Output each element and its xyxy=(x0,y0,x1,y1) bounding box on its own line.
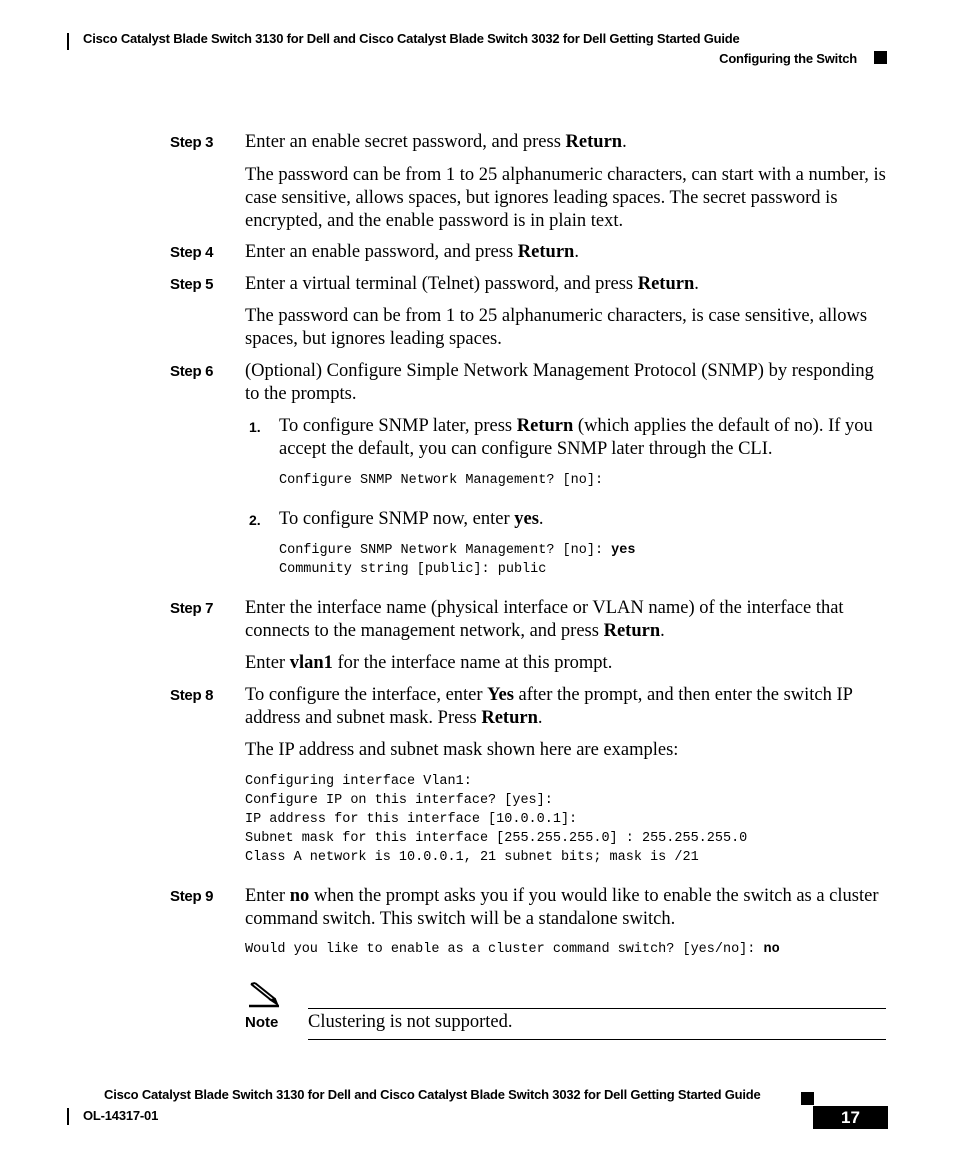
note-bottom-rule xyxy=(308,1039,886,1040)
step-6-sub-2-code: Configure SNMP Network Management? [no]: yes Community string [public]: public xyxy=(279,543,636,577)
step-8-label: Step 8 xyxy=(170,687,214,704)
step-7-label: Step 7 xyxy=(170,600,214,617)
step-9-text: Enter no when the prompt asks you if you would like to enable the switch as a cluster command switch. This switch will be a standalone switch. xyxy=(245,886,879,929)
note-text: Clustering is not supported. xyxy=(308,1012,513,1032)
step-3-text: Enter an enable secret password, and press Return. xyxy=(245,132,627,152)
step-6-label: Step 6 xyxy=(170,363,214,380)
step-6-sub-1-text: To configure SNMP later, press Return (which applies the default of no). If you accept the default, you can configure SNMP later through the CLI. xyxy=(279,416,873,459)
step-5-detail: The password can be from 1 to 25 alphanumeric characters, is case sensitive, allows spaces, but ignores leading spaces. xyxy=(245,306,868,349)
note-label: Note xyxy=(245,1014,279,1031)
header-section: Configuring the Switch xyxy=(719,51,857,66)
step-4-text: Enter an enable password, and press Return. xyxy=(245,242,579,262)
pencil-note-icon xyxy=(247,982,281,1008)
step-9-label: Step 9 xyxy=(170,888,214,905)
header-marker xyxy=(874,51,887,64)
step-6-sub-1-number: 1. xyxy=(249,419,261,435)
step-8-detail: The IP address and subnet mask shown here are examples: xyxy=(245,740,679,760)
step-9-code: Would you like to enable as a cluster command switch? [yes/no]: no xyxy=(245,942,780,957)
footer-title: Cisco Catalyst Blade Switch 3130 for Dell and Cisco Catalyst Blade Switch 3032 for Dell Getting Started Guide xyxy=(104,1087,761,1102)
footer-doc-number: OL-14317-01 xyxy=(83,1108,159,1123)
note-top-rule xyxy=(308,1008,886,1009)
header-rule xyxy=(67,33,69,50)
step-5-label: Step 5 xyxy=(170,276,214,293)
step-7-text: Enter the interface name (physical interface or VLAN name) of the interface that connects to the management network, and press Return. xyxy=(245,598,844,641)
step-4-label: Step 4 xyxy=(170,244,214,261)
step-8-code: Configuring interface Vlan1: Configure IP on this interface? [yes]: IP address for this interface [10.0.0.1]: Subnet mask for this interface [255.255.255.0] : 255.255.255.0 Class A network is 10.0.0.1, 21 subnet bits; mask is /21 xyxy=(245,774,748,865)
step-6-sub-2-number: 2. xyxy=(249,512,261,528)
step-6-sub-2-text: To configure SNMP now, enter yes. xyxy=(279,509,544,529)
footer-rule xyxy=(67,1108,69,1125)
step-8-text: To configure the interface, enter Yes after the prompt, and then enter the switch IP address and subnet mask. Press Return. xyxy=(245,685,853,728)
step-7-detail: Enter vlan1 for the interface name at this prompt. xyxy=(245,653,613,673)
step-3-label: Step 3 xyxy=(170,134,214,151)
step-5-text: Enter a virtual terminal (Telnet) password, and press Return. xyxy=(245,274,699,294)
header-title: Cisco Catalyst Blade Switch 3130 for Dell and Cisco Catalyst Blade Switch 3032 for Dell Getting Started Guide xyxy=(83,31,740,46)
footer-marker xyxy=(801,1092,814,1105)
step-3-detail: The password can be from 1 to 25 alphanumeric characters, can start with a number, is case sensitive, allows spaces, but ignores leading spaces. The secret password is encrypted, and the enable password is in plain text. xyxy=(245,165,886,231)
step-6-text: (Optional) Configure Simple Network Management Protocol (SNMP) by responding to the prompts. xyxy=(245,361,874,404)
step-6-sub-1-code: Configure SNMP Network Management? [no]: xyxy=(279,473,604,488)
page-number: 17 xyxy=(813,1106,888,1129)
